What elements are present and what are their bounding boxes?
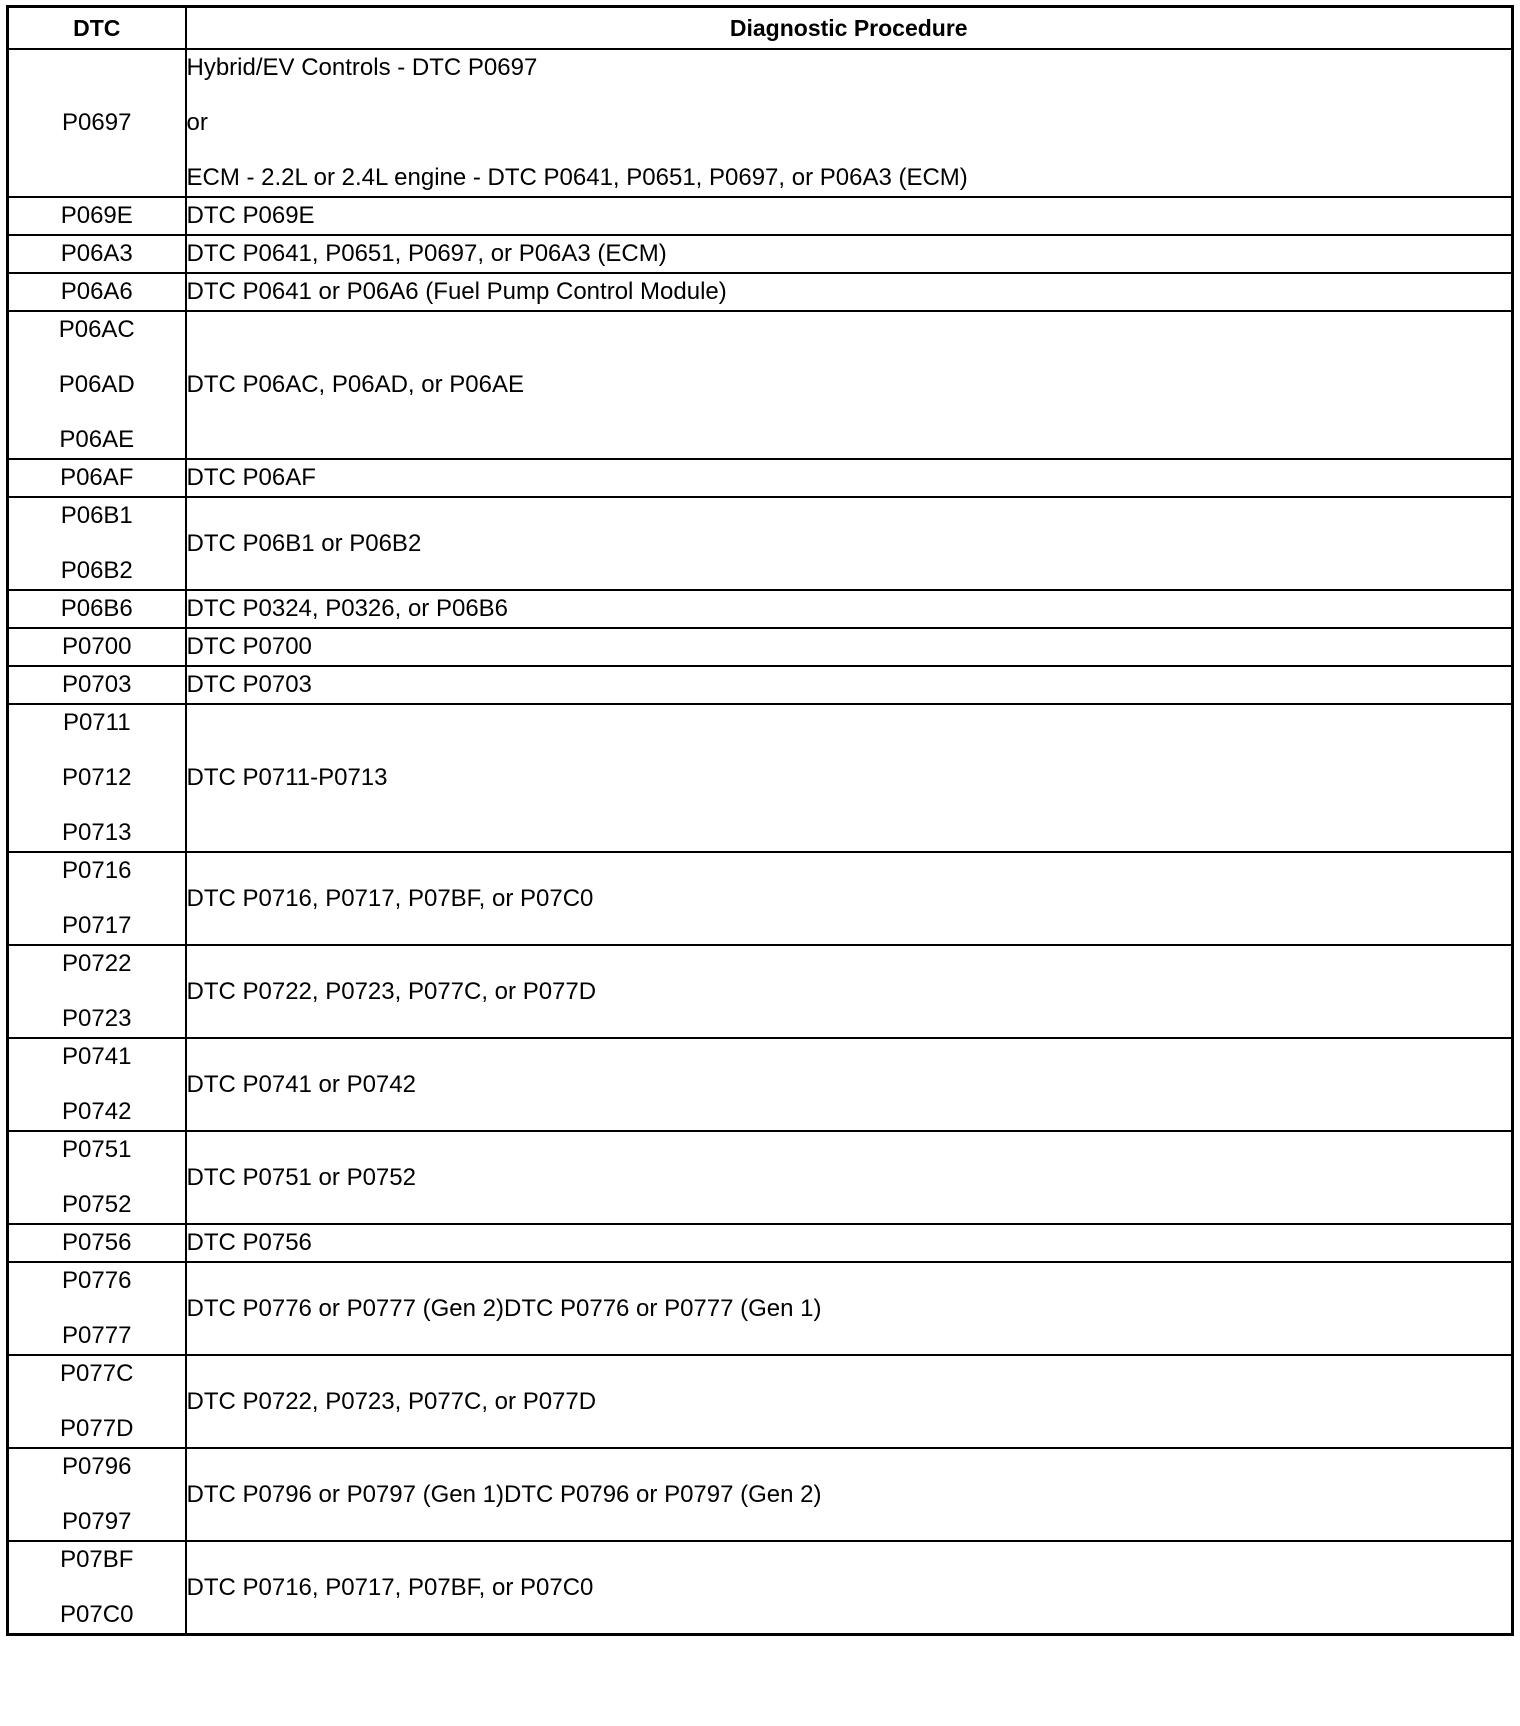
dtc-code: P0711 — [62, 709, 131, 736]
dtc-code: P06B6 — [60, 595, 133, 622]
table-header-row — [8, 7, 1513, 50]
table-row — [8, 497, 1513, 590]
table-row — [8, 704, 1513, 852]
dtc-code: P0751 — [62, 1136, 132, 1163]
dtc-code: P06A3 — [60, 240, 133, 267]
diagnostic-procedure-cell — [186, 1541, 1513, 1635]
dtc-code: P0713 — [62, 819, 132, 846]
dtc-column-header: DTC — [8, 7, 186, 50]
procedure-text: DTC P0641, P0651, P0697, or P06A3 (ECM) — [186, 240, 667, 267]
diagnostic-procedure-cell — [186, 1355, 1513, 1448]
dtc-code-cell — [8, 1224, 186, 1262]
diagnostic-procedure-cell — [186, 590, 1513, 628]
dtc-code: P077D — [60, 1415, 134, 1442]
dtc-code: P069E — [60, 202, 133, 229]
dtc-code: P0697 — [62, 109, 132, 136]
table-row — [8, 590, 1513, 628]
dtc-code-cell — [8, 590, 186, 628]
table-row — [8, 945, 1513, 1038]
dtc-code-cell — [8, 945, 186, 1038]
procedure-text: DTC P0324, P0326, or P06B6 — [186, 595, 509, 622]
procedure-text: DTC P06B1 or P06B2 — [186, 529, 422, 557]
diagnostic-procedure-cell — [186, 704, 1513, 852]
procedure-text: ECM - 2.2L or 2.4L engine - DTC P0641, P0651, P0697, or P06A3 (ECM) — [186, 164, 968, 191]
procedure-column-header: Diagnostic Procedure — [186, 7, 1513, 50]
dtc-code-cell — [8, 1448, 186, 1541]
diagnostic-procedure-cell — [186, 459, 1513, 497]
dtc-code-cell — [8, 1355, 186, 1448]
diagnostic-procedure-cell — [186, 666, 1513, 704]
diagnostic-procedure-cell — [186, 1448, 1513, 1541]
dtc-code-cell — [8, 628, 186, 666]
diagnostic-procedure-cell — [186, 273, 1513, 311]
procedure-text: DTC P0796 or P0797 (Gen 1)DTC P0796 or P0797 (Gen 2) — [186, 1480, 822, 1508]
table-row — [8, 1541, 1513, 1635]
procedure-text: DTC P0716, P0717, P07BF, or P07C0 — [186, 884, 594, 912]
table-row — [8, 852, 1513, 945]
table-row — [8, 49, 1513, 197]
dtc-code: P06AD — [58, 371, 135, 398]
diagnostic-procedure-cell — [186, 852, 1513, 945]
table-row — [8, 628, 1513, 666]
procedure-text: DTC P0776 or P0777 (Gen 2)DTC P0776 or P0777 (Gen 1) — [186, 1294, 822, 1322]
procedure-text: DTC P06AC, P06AD, or P06AE — [186, 371, 524, 398]
dtc-procedure-table — [6, 5, 1514, 1636]
dtc-code: P077C — [60, 1360, 134, 1387]
table-row — [8, 1355, 1513, 1448]
diagnostic-procedure-cell — [186, 49, 1513, 197]
diagnostic-procedure-cell — [186, 197, 1513, 235]
dtc-code: P0723 — [62, 1005, 132, 1032]
diagnostic-procedure-cell — [186, 1131, 1513, 1224]
dtc-code: P06B1 — [60, 502, 133, 529]
table-row — [8, 1262, 1513, 1355]
procedure-text: DTC P0641 or P06A6 (Fuel Pump Control Module) — [186, 278, 727, 305]
dtc-code: P06AC — [58, 316, 135, 343]
procedure-text: DTC P0700 — [186, 633, 312, 660]
table-row — [8, 1038, 1513, 1131]
dtc-code-cell — [8, 273, 186, 311]
procedure-text: Hybrid/EV Controls - DTC P0697 — [186, 54, 538, 81]
procedure-text: DTC P0756 — [186, 1229, 312, 1256]
dtc-code: P0752 — [62, 1191, 132, 1218]
dtc-code-cell — [8, 666, 186, 704]
procedure-text: DTC P0741 or P0742 — [186, 1070, 416, 1098]
procedure-text: or — [186, 109, 208, 136]
dtc-code: P0796 — [62, 1453, 132, 1480]
dtc-code: P0712 — [62, 764, 132, 791]
dtc-code: P06B2 — [60, 557, 133, 584]
dtc-code: P0777 — [62, 1322, 132, 1349]
procedure-text: DTC P0703 — [186, 671, 312, 698]
table-row — [8, 235, 1513, 273]
dtc-code: P0722 — [62, 950, 132, 977]
dtc-code-cell — [8, 1038, 186, 1131]
diagnostic-procedure-cell — [186, 1224, 1513, 1262]
dtc-code: P0776 — [62, 1267, 132, 1294]
dtc-code-cell — [8, 1262, 186, 1355]
dtc-code: P0756 — [62, 1229, 132, 1256]
table-row — [8, 1131, 1513, 1224]
table-row — [8, 1224, 1513, 1262]
table-row — [8, 273, 1513, 311]
dtc-code-cell — [8, 235, 186, 273]
dtc-code-cell — [8, 1131, 186, 1224]
dtc-code-cell — [8, 497, 186, 590]
procedure-text: DTC P069E — [186, 202, 315, 229]
dtc-code: P06AE — [59, 426, 135, 453]
table-row — [8, 666, 1513, 704]
diagnostic-procedure-cell — [186, 628, 1513, 666]
procedure-text: DTC P0716, P0717, P07BF, or P07C0 — [186, 1573, 594, 1601]
procedure-text: DTC P0722, P0723, P077C, or P077D — [186, 1387, 597, 1415]
dtc-code-cell — [8, 852, 186, 945]
dtc-code: P07C0 — [60, 1601, 134, 1628]
dtc-code-cell — [8, 1541, 186, 1635]
diagnostic-procedure-cell — [186, 235, 1513, 273]
dtc-code-cell — [8, 311, 186, 459]
dtc-code: P0717 — [62, 912, 132, 939]
diagnostic-procedure-cell — [186, 945, 1513, 1038]
dtc-code: P0703 — [62, 671, 132, 698]
table-row — [8, 197, 1513, 235]
table-row — [8, 311, 1513, 459]
diagnostic-procedure-cell — [186, 1038, 1513, 1131]
dtc-code-cell — [8, 197, 186, 235]
dtc-code-cell — [8, 49, 186, 197]
dtc-code: P06AF — [60, 464, 134, 491]
procedure-text: DTC P0711-P0713 — [186, 764, 388, 791]
dtc-code: P0742 — [62, 1098, 132, 1125]
dtc-code: P0716 — [62, 857, 132, 884]
dtc-code: P0797 — [62, 1508, 132, 1535]
dtc-code: P0741 — [62, 1043, 132, 1070]
diagnostic-procedure-cell — [186, 1262, 1513, 1355]
diagnostic-procedure-cell — [186, 311, 1513, 459]
table-body — [8, 49, 1513, 1635]
table-row — [8, 1448, 1513, 1541]
dtc-code: P06A6 — [60, 278, 133, 305]
dtc-code-cell — [8, 704, 186, 852]
dtc-code-cell — [8, 459, 186, 497]
table-row — [8, 459, 1513, 497]
dtc-code: P07BF — [60, 1546, 134, 1573]
procedure-text: DTC P06AF — [186, 464, 316, 491]
procedure-text: DTC P0751 or P0752 — [186, 1163, 416, 1191]
dtc-code: P0700 — [62, 633, 132, 660]
procedure-text: DTC P0722, P0723, P077C, or P077D — [186, 977, 597, 1005]
diagnostic-procedure-cell — [186, 497, 1513, 590]
